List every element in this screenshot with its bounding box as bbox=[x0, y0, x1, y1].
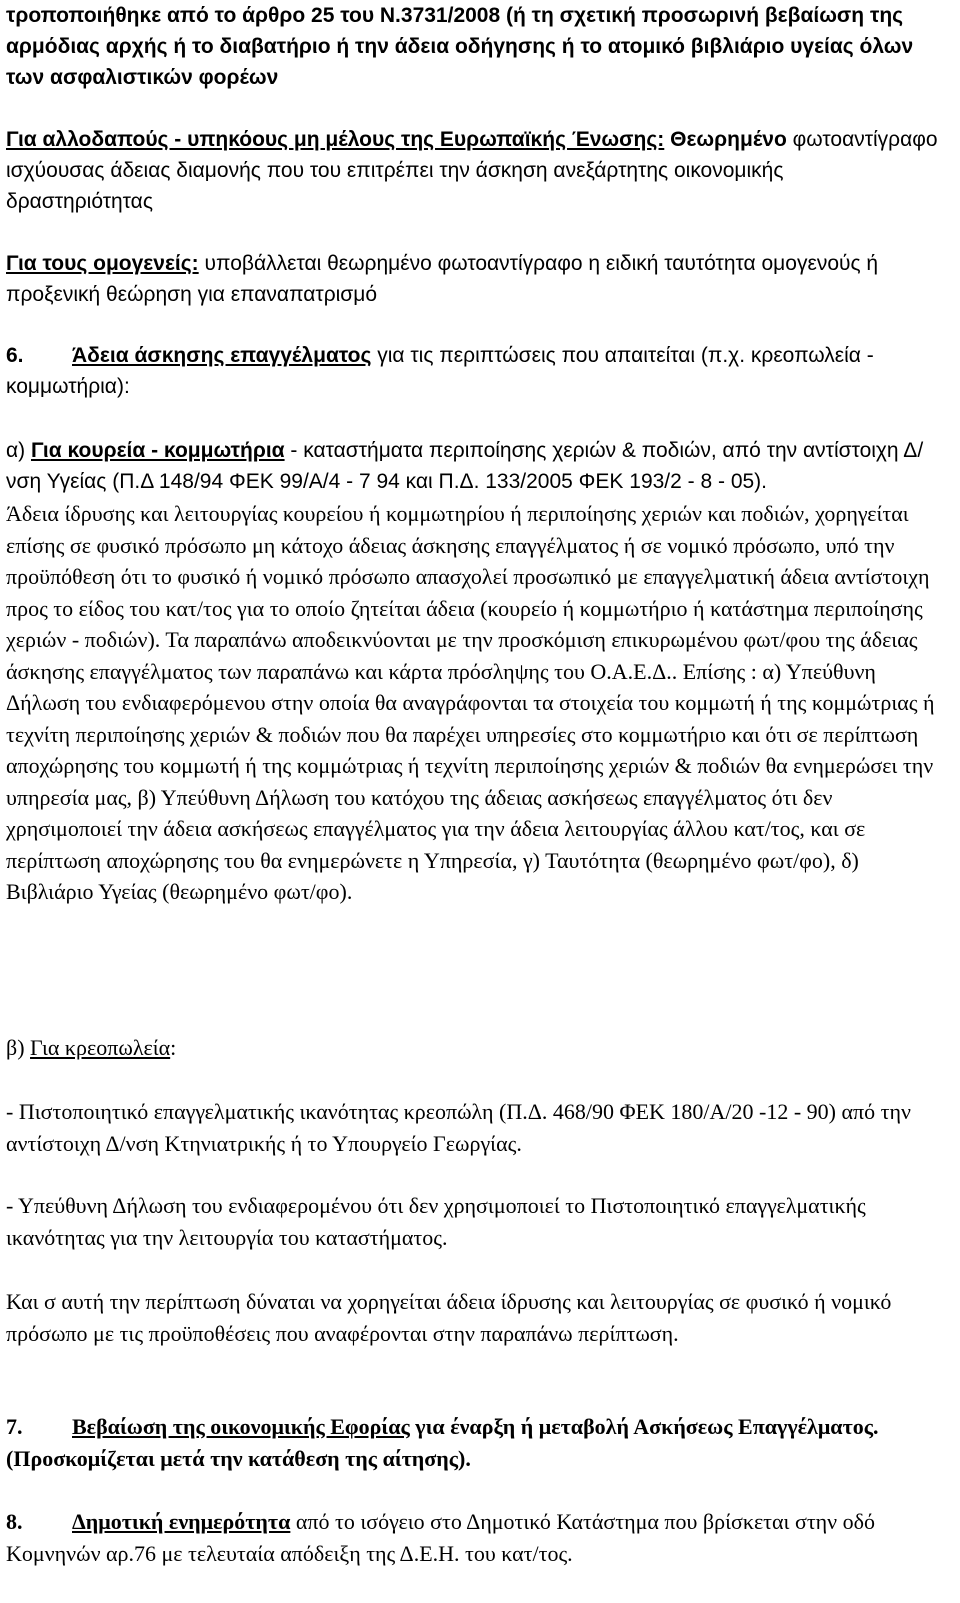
item6-number: 6. bbox=[6, 344, 24, 367]
item8-text: από το ισόγειο στο Δημοτικό Κατάστημα που βρίσκεται στην οδό Κομνηνών αρ.76 με τελευταία απόδειξη της Δ.Ε.Η. του κατ/τος. bbox=[6, 1509, 875, 1566]
item6b-colon: : bbox=[170, 1035, 177, 1060]
item6a-first-part bbox=[6, 435, 950, 497]
item7-paragraph bbox=[6, 1411, 950, 1474]
item6b-prefix: β) bbox=[6, 1035, 25, 1060]
bullet-1-text: - Πιστοποιητικό επαγγελματικής ικανότητας κρεοπώλη (Π.Δ. 468/90 ΦΕΚ 180/Α/20 -12 - 90) από την αντίστοιχη Δ/νση Κτηνιατρικής ή το Υπουργείο Γεωργίας. bbox=[6, 1099, 911, 1156]
item7-text: για έναρξη ή μεταβολή Ασκήσεως Επαγγέλματος. (Προσκομίζεται μετά την κατάθεση της αίτησης). bbox=[6, 1414, 879, 1471]
item6b-note bbox=[6, 1286, 950, 1349]
expatriates-paragraph bbox=[6, 248, 950, 310]
item6-title: Άδεια άσκησης επαγγέλματος bbox=[72, 344, 372, 367]
item6b-bullet-2 bbox=[6, 1190, 950, 1253]
note-text: Και σ αυτή την περίπτωση δύναται να χορηγείται άδεια ίδρυσης και λειτουργίας σε φυσικό ή νομικό πρόσωπο με τις προϋποθέσεις που αναφέρονται στην παραπάνω περίπτωση. bbox=[6, 1289, 892, 1346]
item6-heading bbox=[6, 340, 950, 402]
item8-number: 8. bbox=[6, 1509, 23, 1534]
item7-title: Βεβαίωση της οικονομικής Εφορίας bbox=[72, 1414, 410, 1439]
item7-number: 7. bbox=[6, 1414, 23, 1439]
item6a-prefix: α) bbox=[6, 439, 26, 462]
foreigners-text-b: δραστηριότητας bbox=[6, 190, 153, 213]
intro-paragraph bbox=[6, 0, 950, 93]
item6b-title: Για κρεοπωλεία bbox=[30, 1035, 171, 1060]
item6a-text2: Άδεια ίδρυσης και λειτουργίας κουρείου ή κομμωτηρίου ή περιποίησης χεριών και ποδιών, χορηγείται επίσης σε φυσικό πρόσωπο μη κάτοχο άδειας άσκησης επαγγέλματος ή σε νομικό πρόσωπο, υπό την προϋπόθεση ότι το φυσικό ή νομικό πρόσωπο απασχολεί προσωπικό με επαγγελματική άδεια αντίστοιχη προς το είδος του κατ/τος για το οποίο ζητείται άδεια (κουρείο ή κομμωτήριο ή κατάστημα περιποίησης χεριών - ποδιών). Τα παραπάνω αποδεικνύονται με την προσκόμιση επικυρωμένου φωτ/φου της άδειας άσκησης επαγγέλματος των παραπάνω και κάρτα πρόσληψης του Ο.Α.Ε.Δ.. Επίσης : α) Υπεύθυνη Δήλωση του ενδιαφερόμενου στην οποία θα αναγράφονται τα στοιχεία του κομμωτή ή της κομμώτριας ή τεχνίτη περιποίησης χεριών & ποδιών που θα παρέχει υπηρεσίες στο κομμωτήριο και ότι σε περίπτωση αποχώρησης του κομμωτή ή της κομμώτριας ή τεχνίτη περιποίησης χεριών & ποδιών θα ενημερώσει την υπηρεσία μας, β) Υπεύθυνη Δήλωση του κατόχου της άδειας ασκήσεως επαγγέλματος ότι δεν χρησιμοποιεί την άδεια ασκήσεως επαγγέλματος για την άδεια λειτουργίας άλλου κατ/τος, και σε περίπτωση αποχώρησης του θα ενημερώνετε η Υπηρεσία, γ) Ταυτότητα (θεωρημένο φωτ/φο), δ) Βιβλιάριο Υγείας (θεωρημένο φωτ/φο). bbox=[6, 501, 935, 904]
item6a-text1: - καταστήματα περιποίησης χεριών & ποδιών, από την αντίστοιχη Δ/νση Υγείας (Π.Δ 148/94 ΦΕΚ 99/Α/4 - 7 94 και Π.Δ. 133/2005 ΦΕΚ 193/2 - 8 - 05). bbox=[6, 439, 924, 493]
foreigners-bold-tail: Θεωρημένο bbox=[670, 128, 787, 151]
item6a-body bbox=[6, 498, 950, 908]
item6b-heading bbox=[6, 1032, 950, 1064]
bullet-2-text: - Υπεύθυνη Δήλωση του ενδιαφερομένου ότι δεν χρησιμοποιεί το Πιστοποιητικό επαγγελματικής ικανότητας για την λειτουργία του καταστήματος. bbox=[6, 1193, 866, 1250]
item6b-bullet-1 bbox=[6, 1096, 950, 1159]
foreigners-heading: Για αλλοδαπούς - υπηκόους μη μέλους της Ευρωπαϊκής Ένωσης: bbox=[6, 128, 665, 151]
expatriates-heading: Για τους ομογενείς: bbox=[6, 252, 199, 275]
item6-text: για τις περιπτώσεις που απαιτείται (π.χ. κρεοπωλεία - κομμωτήρια): bbox=[6, 344, 874, 398]
foreigners-paragraph bbox=[6, 124, 950, 217]
expatriates-text: υποβάλλεται θεωρημένο φωτοαντίγραφο η ειδική ταυτότητα ομογενούς ή προξενική θεώρηση για επαναπατρισμό bbox=[6, 252, 879, 306]
item8-title: Δημοτική ενημερότητα bbox=[72, 1509, 291, 1534]
intro-text: τροποποιήθηκε από το άρθρο 25 του Ν.3731/2008 (ή τη σχετική προσωρινή βεβαίωση της αρμόδιας αρχής ή το διαβατήριο ή την άδεια οδήγησης ή το ατομικό βιβλιάριο υγείας όλων των ασφαλιστικών φορέων bbox=[6, 4, 914, 89]
foreigners-text: φωτοαντίγραφο ισχύουσας άδειας διαμονής που του επιτρέπει την άσκηση ανεξάρτητης οικονομικής bbox=[6, 128, 938, 182]
item6a-heading: Για κουρεία - κομμωτήρια bbox=[30, 439, 285, 462]
item8-paragraph bbox=[6, 1506, 950, 1569]
